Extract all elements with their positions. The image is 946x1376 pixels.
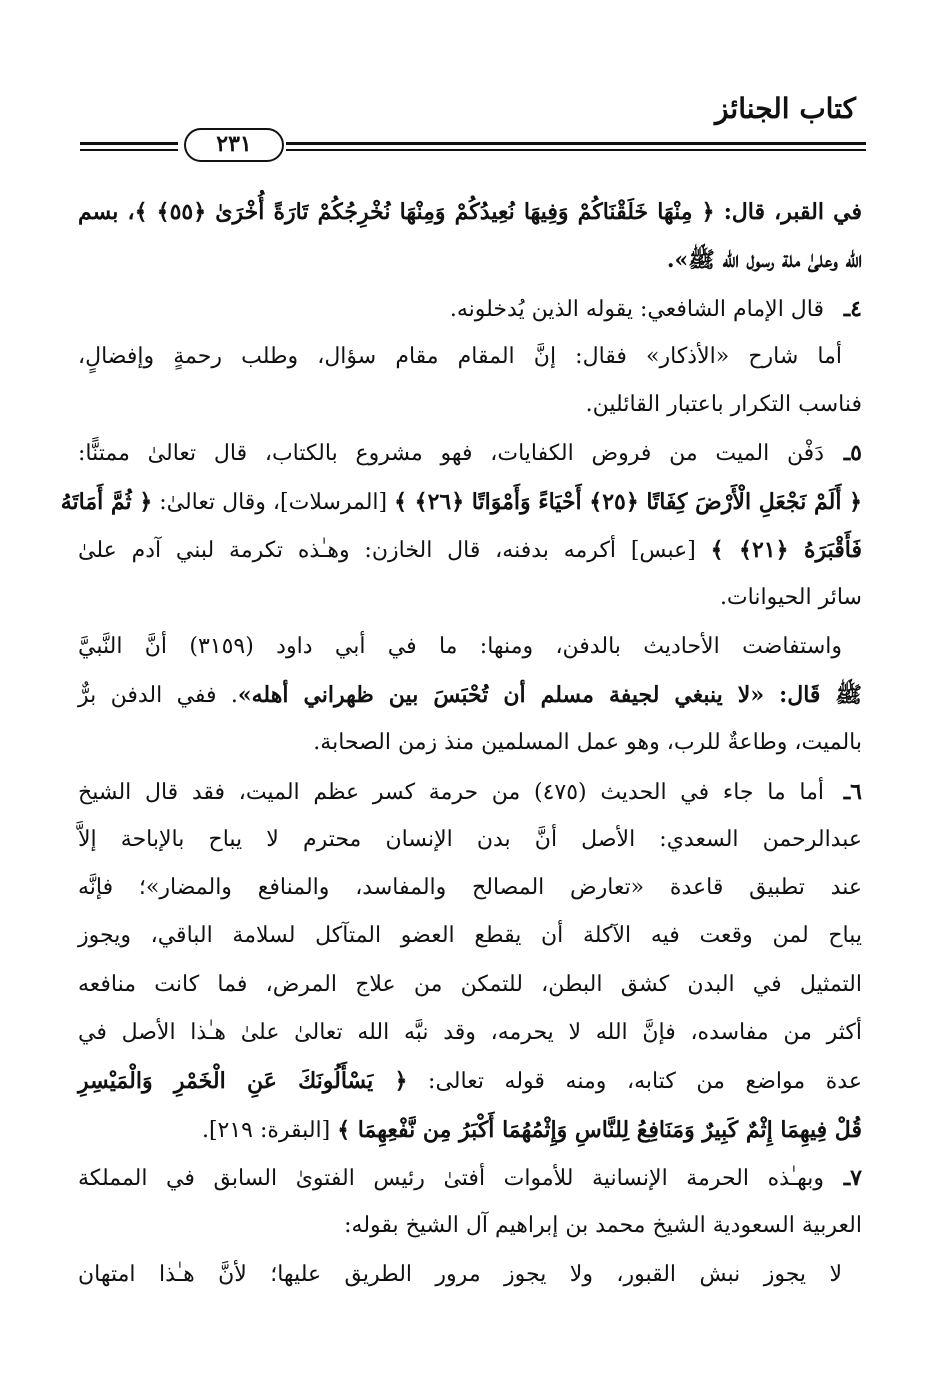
text-line (78, 1009, 862, 1057)
line-text: يباح لمن وقعت فيه الآكلة أن يقطع العضو المتآكل لسلامة الباقي، ويجوز (78, 923, 862, 949)
quran-quote: ﴿ ثُمَّ أَمَاتَهُ (60, 488, 153, 515)
line-text: ﷺ قَال: «لا ينبغي لجيفة مسلم أن تُحْبَسَ بين ظهراني أهله» (237, 681, 862, 708)
header-rule-left (80, 142, 178, 152)
text-line (78, 526, 862, 574)
line-text: بالميت، وطاعةٌ للرب، وهو عمل المسلمين منذ زمن الصحابة. (313, 730, 862, 756)
text-line (78, 1106, 862, 1154)
running-title: كتاب الجنائز (714, 92, 856, 125)
line-text: أما ما جاء في الحديث (٤٧٥) من حرمة كسر عظم الميت، فقد قال الشيخ (78, 779, 824, 805)
page-header (80, 92, 866, 162)
text-line (78, 429, 862, 477)
page-body (60, 188, 862, 1299)
text-line (78, 1154, 862, 1202)
line-text: عبدالرحمن السعدي: الأصل أنَّ بدن الإنسان محترم لا يباح بالإباحة إلاَّ (78, 826, 862, 852)
item-number: ٥ـ (843, 440, 862, 467)
text-line (78, 961, 862, 1009)
text-line (78, 1251, 862, 1299)
text-line (78, 285, 862, 333)
quran-quote: ﴿ أَلَمْ نَجْعَلِ الْأَرْضَ كِفَاتًا ﴿٢٥﴾ أَحْيَاءً وَأَمْوَاتًا ﴿٢٦﴾ ﴾ (394, 488, 862, 515)
line-text: عند تطبيق قاعدة «تعارض المصالح والمفاسد، والمنافع والمضار»؛ فإنَّه (78, 875, 862, 901)
line-text: قال الإمام الشافعي: يقوله الذين يُدخلونه. (449, 296, 824, 322)
line-text: دَفْن الميت من فروض الكفايات، فهو مشروع بالكتاب، قال تعالىٰ ممتنًّا: (78, 441, 824, 467)
text-line (78, 236, 862, 284)
text-line (78, 864, 862, 912)
text-line (78, 719, 862, 767)
text-line (78, 574, 862, 622)
quran-quote: ﴿ يَسْأَلُونَكَ عَنِ الْخَمْرِ وَالْمَيْسِرِ (78, 1068, 408, 1095)
item-number: ٦ـ (843, 778, 862, 805)
text-line (78, 381, 862, 429)
quran-quote: قُلْ فِيهِمَا إِثْمٌ كَبِيرٌ وَمَنَافِعُ لِلنَّاسِ وَإِثْمُهُمَا أَكْبَرُ مِن نَّفْعِهِمَا ﴾ (337, 1116, 862, 1143)
text-line (78, 1202, 862, 1250)
line-text: . ففي الدفن برٌّ (78, 682, 238, 708)
line-text: فناسب التكرار باعتبار القائلين. (585, 392, 862, 418)
line-text: لا يجوز نبش القبور، ولا يجوز مرور الطريق عليها؛ لأنَّ هـٰذا امتهان (78, 1261, 842, 1287)
item-number: ٧ـ (843, 1164, 862, 1191)
text-line (78, 333, 862, 381)
line-text: سائر الحيوانات. (719, 585, 862, 611)
page-number: ٢٣١ (184, 128, 284, 162)
item-number: ٤ـ (843, 295, 862, 322)
text-line (78, 671, 862, 719)
line-text: في القبر، قال: ﴿ مِنْهَا خَلَقْنَاكُمْ وَفِيهَا نُعِيدُكُمْ وَمِنْهَا نُخْرِجُكُمْ تَارَةً أُخْرَىٰ ﴿٥٥﴾ ﴾، بسم (78, 199, 862, 225)
text-line (78, 912, 862, 960)
line-text: العربية السعودية الشيخ محمد بن إبراهيم آل الشيخ بقوله: (344, 1213, 862, 1239)
text-line (78, 768, 862, 816)
line-text: [البقرة: ٢١٩]. (201, 1117, 338, 1143)
quran-quote: فَأَقْبَرَهُ ﴿٢١﴾ ﴾ (710, 537, 862, 564)
line-text: الله وعلىٰ ملة رسول الله ﷺ». (666, 247, 862, 274)
text-line (78, 816, 862, 864)
text-line (78, 188, 862, 236)
text-line (78, 623, 862, 671)
line-text: [المرسلات]، وقال تعالىٰ: (152, 489, 395, 515)
line-text: عدة مواضع من كتابه، ومنه قوله تعالى: (407, 1069, 862, 1095)
line-text: وبهـٰذه الحرمة الإنسانية للأموات أفتىٰ رئيس الفتوىٰ السابق في المملكة (78, 1165, 824, 1191)
text-line (78, 1057, 862, 1105)
text-line (60, 478, 862, 526)
line-text: التمثيل في البدن كشق البطن، للتمكن من علاج المرض، فما كانت منافعه (78, 971, 862, 997)
header-rule-right (286, 142, 866, 152)
line-text: واستفاضت الأحاديث بالدفن، ومنها: ما في أبي داود (٣١٥٩) أنَّ النَّبيَّ (78, 633, 842, 659)
line-text: أكثر من مفاسده، فإنَّ الله لا يحرمه، وقد نبَّه الله تعالىٰ علىٰ هـٰذا الأصل في (78, 1020, 862, 1046)
line-text: أما شارح «الأذكار» فقال: إنَّ المقام مقام سؤال، وطلب رحمةٍ وإفضالٍ، (78, 343, 842, 369)
line-text: [عبس] أكرمه بدفنه، قال الخازن: وهـٰذه تكرمة لبني آدم علىٰ (78, 538, 711, 564)
